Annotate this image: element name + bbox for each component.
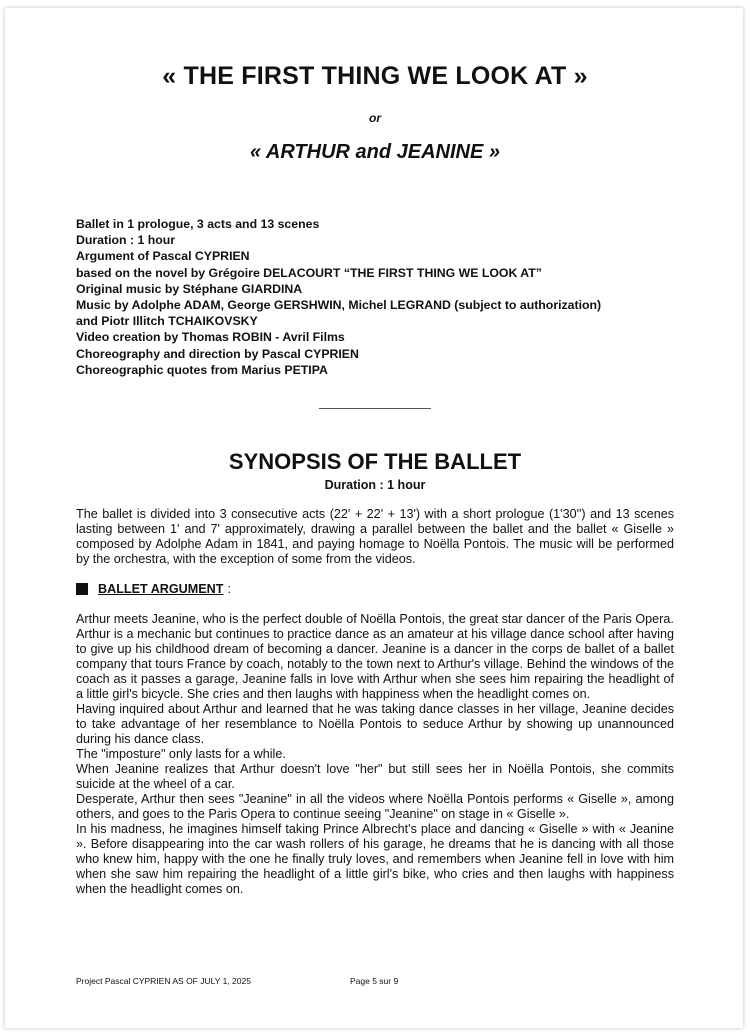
argument-paragraph: When Jeanine realizes that Arthur doesn't love "her" but still sees her in Noëlla Pontois, she commits suicide at the wheel of a car. [76,762,674,791]
synopsis-title: SYNOPSIS OF THE BALLET [228,449,522,474]
credit-line: based on the novel by Grégoire DELACOURT “THE FIRST THING WE LOOK AT” [76,265,542,280]
credit-line: Duration : 1 hour [76,233,176,248]
synopsis-duration: Duration : 1 hour [324,478,426,492]
credit-line: Music by Adolphe ADAM, George GERSHWIN, Michel LEGRAND (subject to authorization) [76,298,602,313]
heading-colon: : [227,582,231,596]
argument-paragraph: The "imposture" only lasts for a while. [76,747,286,761]
argument-paragraph: Arthur is a mechanic but continues to practice dance as an amateur at his village dance school after having to give up his childhood dream of becoming a dancer. Jeanine is a dancer in the corps de ballet of a ballet company that tours France by coach, notably to the town next to Arthur's village. Behind the windows of the coach as it passes a garage, Jeanine falls in love with Arthur when she sees him repairing the headlight of a little girl's bicycle. She cries and then laughs with happiness when the headlight comes on. [76,627,674,701]
or-separator: or [369,111,381,125]
section-divider [319,408,431,409]
footer-project: Project Pascal CYPRIEN AS OF JULY 1, 2025 [76,976,251,986]
credit-line: Argument of Pascal CYPRIEN [76,249,250,264]
credit-line: Video creation by Thomas ROBIN - Avril Films [76,330,345,345]
argument-paragraph: Desperate, Arthur then sees "Jeanine" in all the videos where Noëlla Pontois performs « Giselle », among others, and goes to the Paris Opera to continue seeing "Jeanine" on stage in « Giselle ». [76,792,674,821]
credit-line: Choreographic quotes from Marius PETIPA [76,362,328,377]
square-bullet-icon [76,583,88,595]
credits-block [76,216,676,378]
ballet-argument-heading [76,582,231,596]
synopsis-intro: The ballet is divided into 3 consecutive acts (22' + 22' + 13') with a short prologue (1'30'') and 13 scenes lasting between 1' and 7' approximately, drawing a parallel between the ballet and the ballet « Giselle » composed by Adolphe Adam in 1841, and paying homage to Noëlla Pontois. The music will be performed by the orchestra, with the exception of some from the videos. [76,507,674,566]
footer-page-number: Page 5 sur 9 [350,976,399,986]
credit-line: and Piotr Illitch TCHAIKOVSKY [76,314,258,329]
argument-paragraph: Having inquired about Arthur and learned that he was taking dance classes in her village, Jeanine decides to take advantage of her resemblance to Noëlla Pontois to seduce Arthur by showing up unannounced during his dance class. [76,702,674,746]
document-title: « THE FIRST THING WE LOOK AT » [162,62,588,90]
credit-line: Ballet in 1 prologue, 3 acts and 13 scenes [76,217,320,231]
document-subtitle: « ARTHUR and JEANINE » [249,141,501,163]
ballet-argument-text [76,612,674,897]
credit-line: Original music by Stéphane GIARDINA [76,281,303,296]
ballet-argument-label: BALLET ARGUMENT [98,582,224,596]
argument-paragraph: Arthur meets Jeanine, who is the perfect double of Noëlla Pontois, the great star dancer of the Paris Opera. [76,612,674,626]
argument-paragraph: In his madness, he imagines himself taking Prince Albrecht's place and dancing « Giselle » with « Jeanine ». Before disappearing into the car wash rollers of his garage, he dreams that he is dancing with all those who knew him, happy with the one he finally truly loves, and remembers when Jeanine fell in love with him when she saw him repairing the headlight of a little girl's bike, who cries and then laughs with happiness when the headlight comes on. [76,822,674,896]
credit-line: Choreography and direction by Pascal CYPRIEN [76,346,359,361]
